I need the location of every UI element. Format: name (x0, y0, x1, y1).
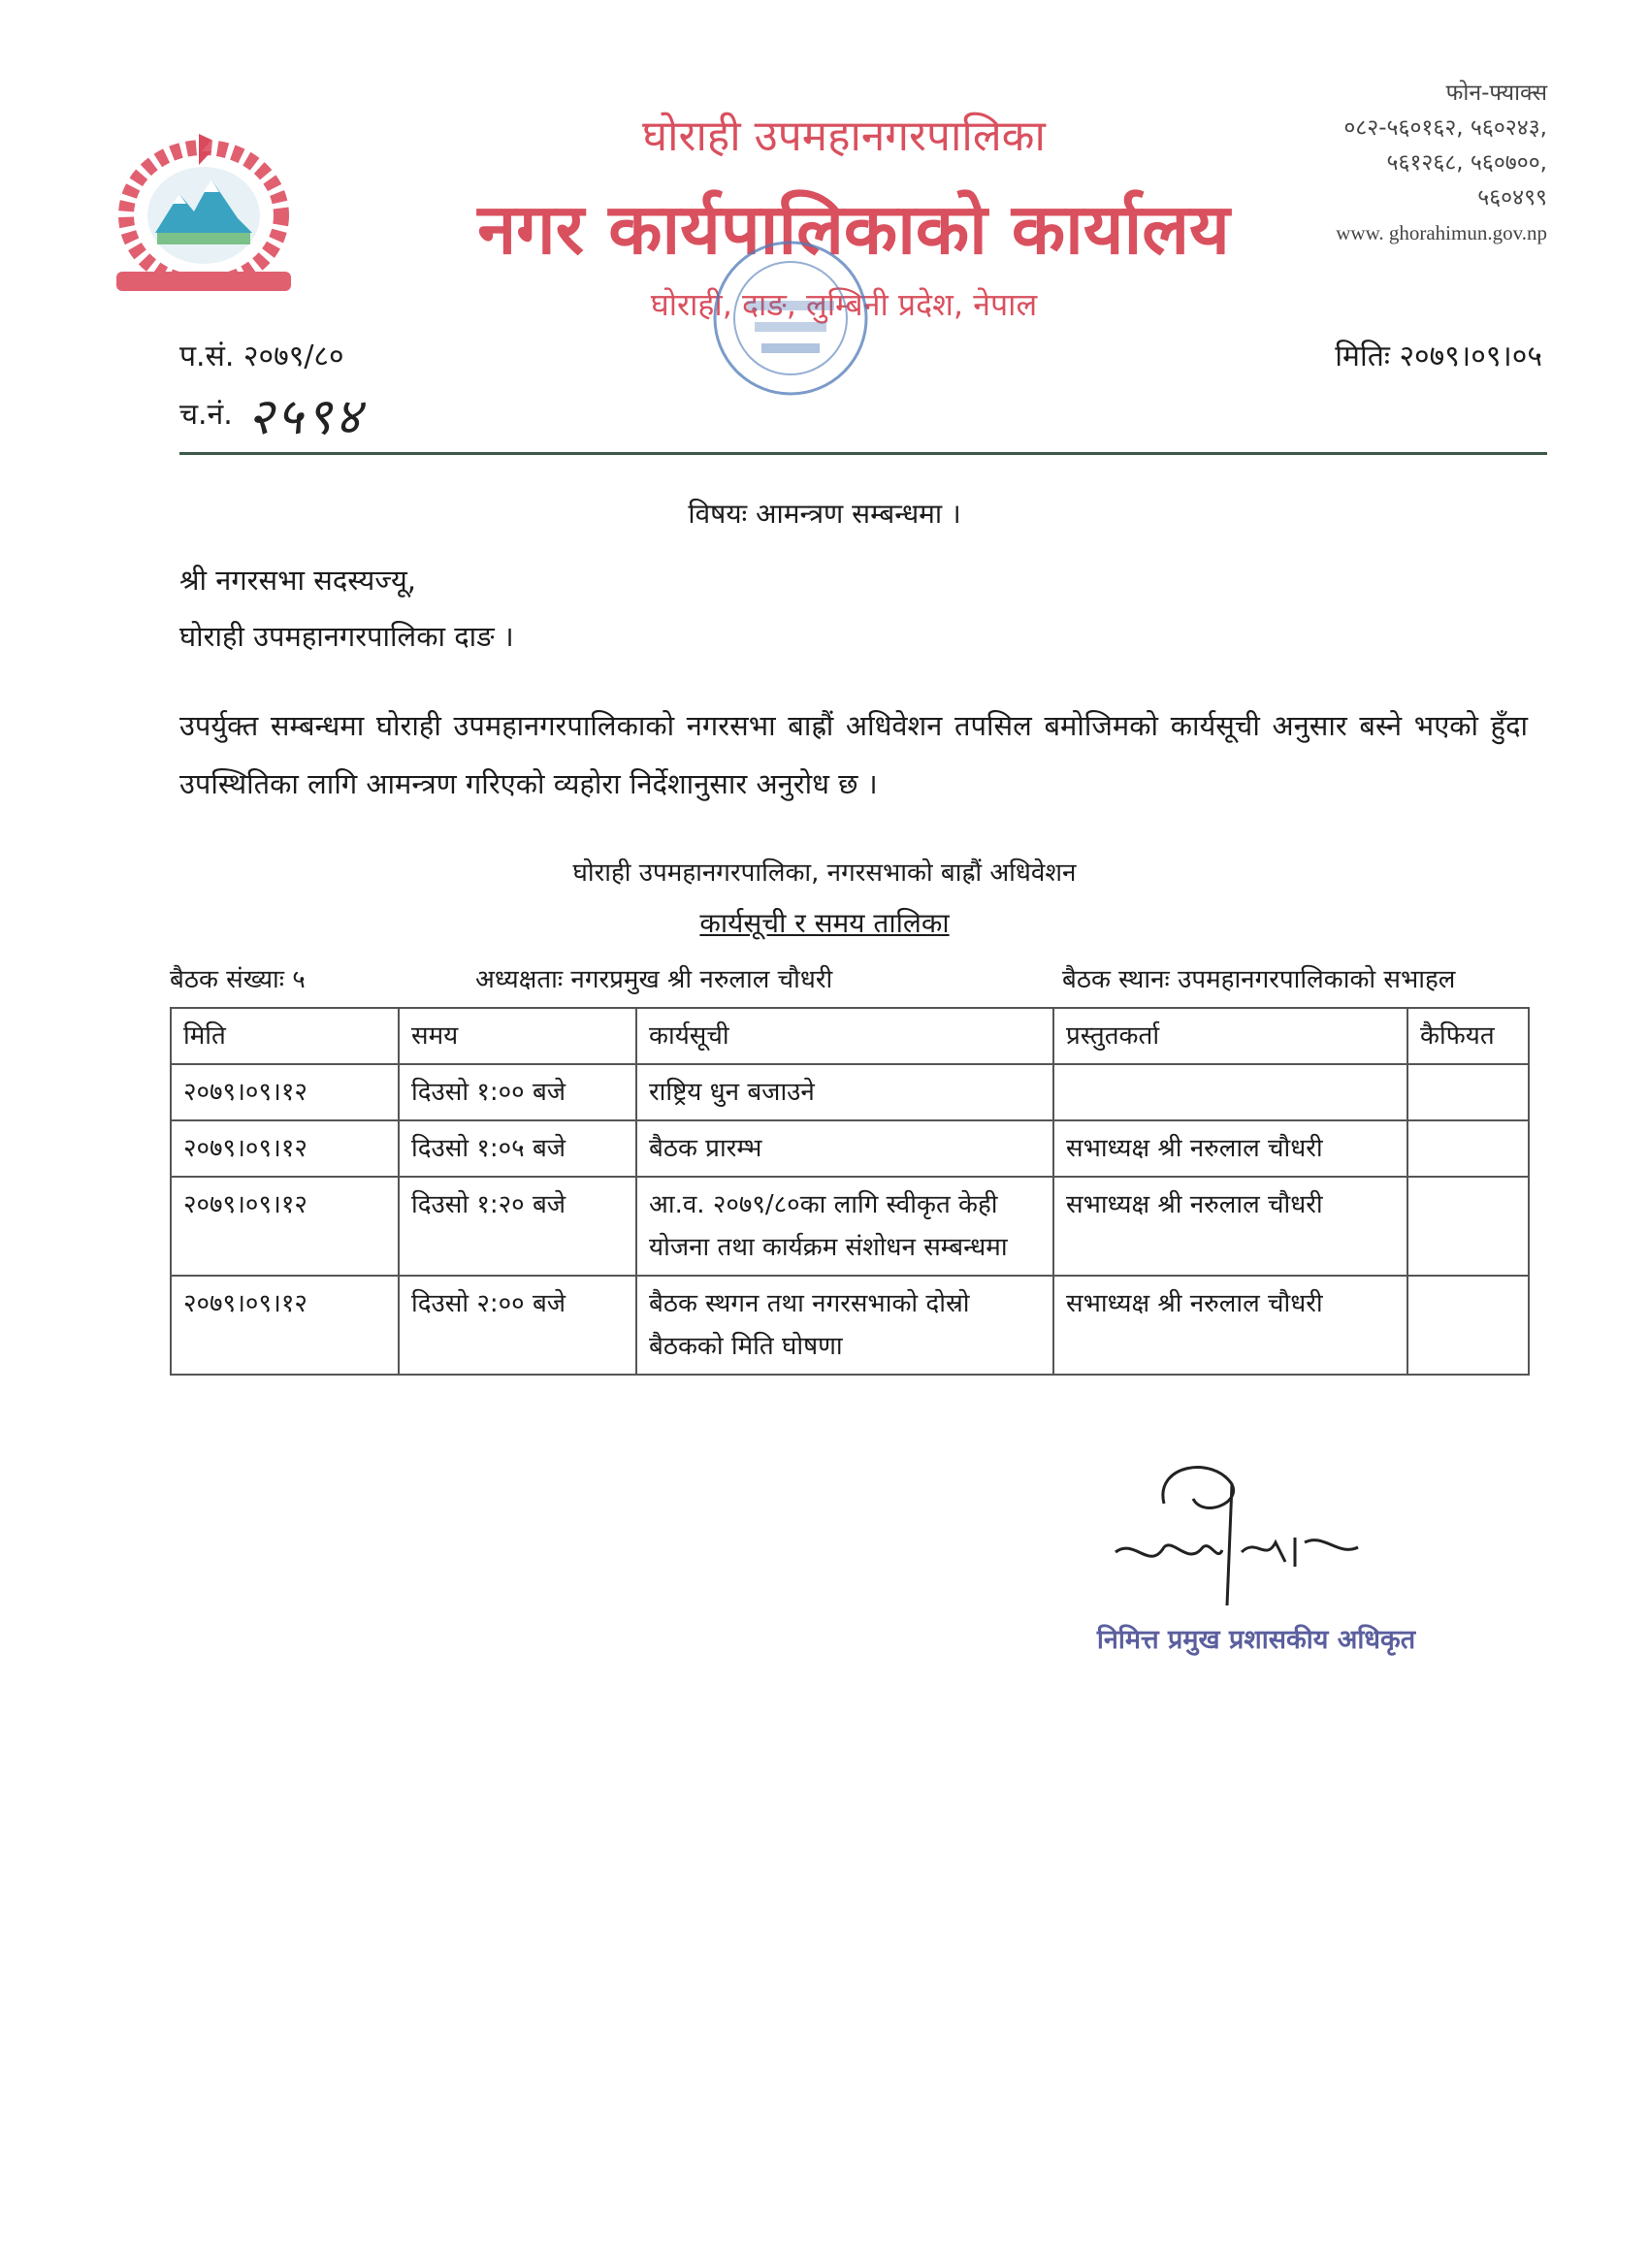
letter-date: मितिः २०७९।०९।०५ (1335, 340, 1542, 373)
reference-number: प.सं. २०७९/८० (179, 340, 344, 373)
table-row (171, 1064, 1529, 1120)
cell-agenda-item: बैठक प्रारम्भ (636, 1120, 1053, 1177)
cell-date: २०७९।०९।१२ (171, 1276, 399, 1375)
meeting-number: बैठक संख्याः ५ (170, 965, 306, 994)
column-header-time: समय (399, 1008, 636, 1064)
cell-agenda-item: राष्ट्रिय धुन बजाउने (636, 1064, 1053, 1120)
website-link[interactable]: www. ghorahimun.gov.np (1336, 221, 1547, 244)
cell-time: दिउसो २:०० बजे (399, 1276, 636, 1375)
agenda-table (170, 1007, 1530, 1376)
column-header-remarks: कैफियत (1407, 1008, 1529, 1064)
cell-remarks (1407, 1120, 1529, 1177)
letter-body: उपर्युक्त सम्बन्धमा घोराही उपमहानगरपालिकाको नगरसभा बाह्रौं अधिवेशन तपसिल बमोजिमको कार्यसूची अनुसार बस्ने भएको हुँदा उपस्थितिका लागि आमन्त्रण गरिएको व्यहोरा निर्देशानुसार अनुरोध छ । (179, 709, 1528, 800)
phone-line-2: ५६१२६८, ५६०७००, (1386, 150, 1547, 176)
contact-label: फोन-फ्याक्स (1445, 81, 1547, 106)
column-header-date: मिति (171, 1008, 399, 1064)
session-title: घोराही उपमहानगरपालिका, नगरसभाको बाह्रौं अधिवेशन (572, 859, 1077, 888)
table-row (171, 1177, 1529, 1276)
meeting-chair: अध्यक्षताः नगरप्रमुख श्री नरुलाल चौधरी (475, 965, 833, 994)
chalan-label: च.नं. (179, 398, 233, 432)
header-divider (179, 452, 1547, 455)
addressee-line-2: घोराही उपमहानगरपालिका दाङ । (179, 620, 514, 653)
table-header-row (171, 1008, 1529, 1064)
cell-date: २०७९।०९।१२ (171, 1177, 399, 1276)
phone-line-3: ५६०४९९ (1477, 185, 1547, 211)
contact-block (1336, 76, 1547, 250)
cell-presenter: सभाध्यक्ष श्री नरुलाल चौधरी (1053, 1276, 1407, 1375)
cell-remarks (1407, 1177, 1529, 1276)
cell-agenda-item: बैठक स्थगन तथा नगरसभाको दोस्रो बैठकको मिति घोषणा (636, 1276, 1053, 1375)
cell-presenter: सभाध्यक्ष श्री नरुलाल चौधरी (1053, 1177, 1407, 1276)
meeting-venue: बैठक स्थानः उपमहानगरपालिकाको सभाहल (1062, 965, 1456, 994)
signature-icon (1096, 1445, 1465, 1610)
cell-remarks (1407, 1064, 1529, 1120)
office-stamp-icon (708, 233, 873, 403)
cell-agenda-item: आ.व. २०७९/८०का लागि स्वीकृत केही योजना तथा कार्यक्रम संशोधन सम्बन्धमा (636, 1177, 1053, 1276)
meeting-meta-row (170, 960, 1528, 993)
addressee-line-1: श्री नगरसभा सदस्यज्यू, (179, 564, 416, 597)
column-header-presenter: प्रस्तुतकर्ता (1053, 1008, 1407, 1064)
letter-subject: विषयः आमन्त्रण सम्बन्धमा । (688, 498, 961, 530)
cell-time: दिउसो १:२० बजे (399, 1177, 636, 1276)
cell-date: २०७९।०९।१२ (171, 1120, 399, 1177)
signatory-title: निमित्त प्रमुख प्रशासकीय अधिकृत (1096, 1625, 1416, 1655)
table-row (171, 1276, 1529, 1375)
cell-time: दिउसो १:०५ बजे (399, 1120, 636, 1177)
office-address: घोराही, दाङ, लुम्बिनी प्रदेश, नेपाल (650, 286, 1038, 323)
cell-presenter (1053, 1064, 1407, 1120)
cell-remarks (1407, 1276, 1529, 1375)
table-row (171, 1120, 1529, 1177)
nepal-emblem-icon (97, 126, 310, 301)
office-name: नगर कार्यपालिकाको कार्यालय (477, 188, 1230, 270)
chalan-number: २५९४ (247, 388, 365, 446)
cell-time: दिउसो १:०० बजे (399, 1064, 636, 1120)
agenda-title: कार्यसूची र समय तालिका (699, 907, 950, 939)
column-header-agenda: कार्यसूची (636, 1008, 1053, 1064)
cell-presenter: सभाध्यक्ष श्री नरुलाल चौधरी (1053, 1120, 1407, 1177)
cell-date: २०७९।०९।१२ (171, 1064, 399, 1120)
phone-line-1: ०८२-५६०१६२, ५६०२४३, (1343, 115, 1547, 141)
org-name: घोराही उपमहानगरपालिका (642, 112, 1046, 161)
